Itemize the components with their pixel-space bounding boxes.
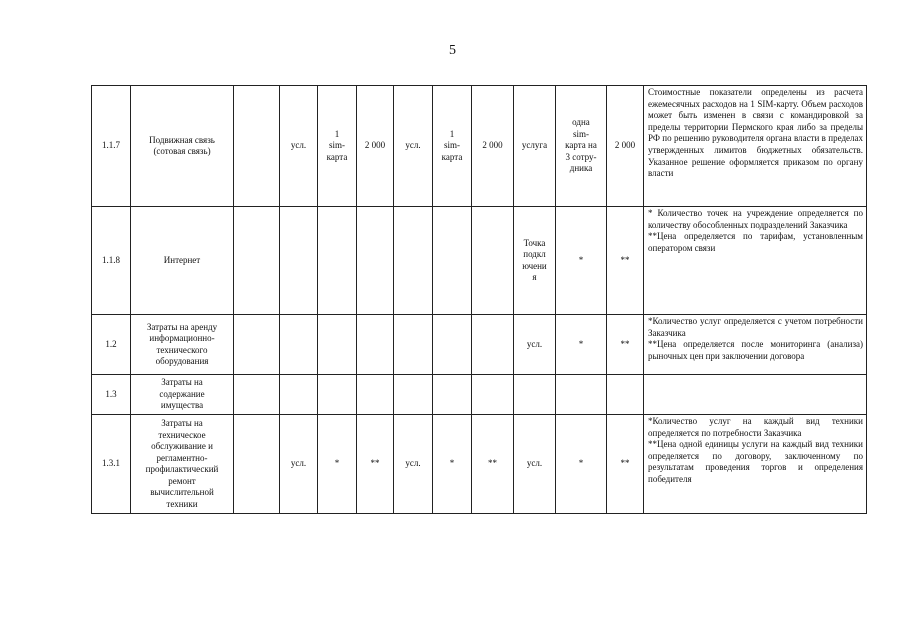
price-cell: 2 000 — [472, 86, 514, 207]
quantity-cell: 1 sim- карта — [433, 86, 472, 207]
unit-cell — [394, 207, 433, 315]
price-cell: 2 000 — [607, 86, 644, 207]
price-cell: ** — [607, 415, 644, 514]
row-name-cell: Интернет — [131, 207, 234, 315]
unit-cell: усл. — [514, 315, 556, 375]
price-cell: ** — [472, 415, 514, 514]
note-cell: Стоимостные показатели определены из расчета ежемесячных расходов на 1 SIM-карту. Объем расходов может быть изменен в связи с командировкой за пределы территории Пермского края либо за пределы РФ по решению руководителя органа власти в пределах утвержденных лимитов бюджетных обязательств. Указанное решение оформляется приказом по органу власти — [644, 86, 867, 207]
table-row — [92, 415, 867, 514]
note-cell: *Количество услуг определяется с учетом потребности Заказчика **Цена определяется после мониторинга (анализа) рыночных цен при заключении договора — [644, 315, 867, 375]
quantity-cell — [318, 375, 357, 415]
unit-cell — [280, 375, 318, 415]
unit-cell: усл. — [514, 415, 556, 514]
price-cell — [472, 207, 514, 315]
row-name-cell: Затраты на аренду информационно- технического оборудования — [131, 315, 234, 375]
quantity-cell: * — [556, 415, 607, 514]
quantity-cell: * — [433, 415, 472, 514]
page-number: 5 — [449, 43, 456, 58]
price-cell: 2 000 — [357, 86, 394, 207]
row-name-cell: Подвижная связь (сотовая связь) — [131, 86, 234, 207]
price-cell — [607, 375, 644, 415]
row-code-cell: 1.1.8 — [92, 207, 131, 315]
price-cell: ** — [607, 315, 644, 375]
norms-table — [91, 85, 867, 514]
row-name-cell: Затраты на техническое обслуживание и регламентно- профилактический ремонт вычислительной техники — [131, 415, 234, 514]
quantity-cell: одна sim- карта на 3 сотру- дника — [556, 86, 607, 207]
price-cell — [357, 207, 394, 315]
price-cell: ** — [357, 415, 394, 514]
unit-cell — [394, 375, 433, 415]
quantity-cell — [433, 375, 472, 415]
unit-cell — [394, 315, 433, 375]
quantity-cell: 1 sim- карта — [318, 86, 357, 207]
empty-cell — [234, 415, 280, 514]
row-code-cell: 1.2 — [92, 315, 131, 375]
unit-cell: усл. — [394, 415, 433, 514]
note-cell: * Количество точек на учреждение определяется по количеству обособленных подразделений Заказчика **Цена определяется по тарифам, установленным оператором связи — [644, 207, 867, 315]
unit-cell: услуга — [514, 86, 556, 207]
quantity-cell — [433, 207, 472, 315]
unit-cell: усл. — [394, 86, 433, 207]
table-row — [92, 375, 867, 415]
unit-cell: усл. — [280, 415, 318, 514]
empty-cell — [234, 86, 280, 207]
quantity-cell — [318, 207, 357, 315]
unit-cell: Точка подкл ючени я — [514, 207, 556, 315]
empty-cell — [234, 315, 280, 375]
price-cell — [472, 315, 514, 375]
quantity-cell — [318, 315, 357, 375]
empty-cell — [234, 375, 280, 415]
row-code-cell: 1.1.7 — [92, 86, 131, 207]
unit-cell — [280, 207, 318, 315]
quantity-cell: * — [318, 415, 357, 514]
row-name-cell: Затраты на содержание имущества — [131, 375, 234, 415]
price-cell — [357, 315, 394, 375]
empty-cell — [234, 207, 280, 315]
table-row — [92, 315, 867, 375]
price-cell: ** — [607, 207, 644, 315]
row-code-cell: 1.3 — [92, 375, 131, 415]
note-cell: *Количество услуг на каждый вид техники определяется по потребности Заказчика **Цена одной единицы услуги на каждый вид техники определяется по договору, заключенному по результатам проведения торгов и определения победителя — [644, 415, 867, 514]
quantity-cell: * — [556, 315, 607, 375]
quantity-cell — [433, 315, 472, 375]
quantity-cell — [556, 375, 607, 415]
table-row — [92, 207, 867, 315]
quantity-cell: * — [556, 207, 607, 315]
price-cell — [357, 375, 394, 415]
unit-cell: усл. — [280, 86, 318, 207]
note-cell — [644, 375, 867, 415]
unit-cell — [514, 375, 556, 415]
table-row — [92, 86, 867, 207]
price-cell — [472, 375, 514, 415]
unit-cell — [280, 315, 318, 375]
row-code-cell: 1.3.1 — [92, 415, 131, 514]
